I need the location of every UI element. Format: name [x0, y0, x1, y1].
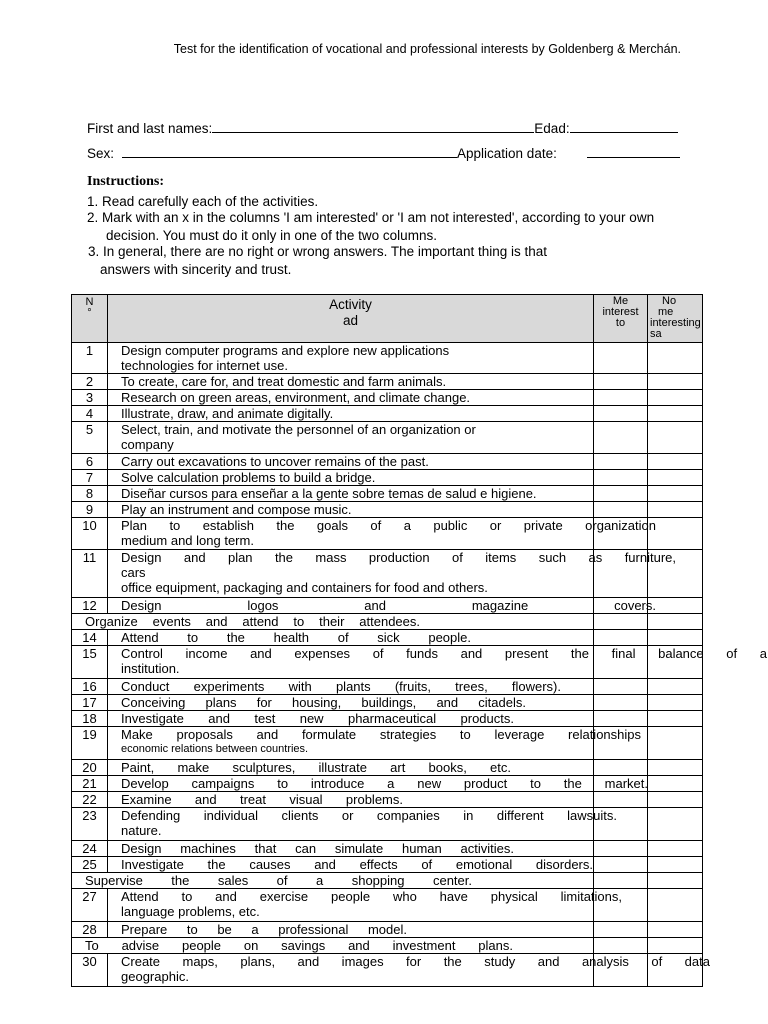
not-interested-checkbox-cell[interactable] [648, 614, 703, 630]
not-interested-checkbox-cell[interactable] [648, 630, 703, 646]
interested-checkbox-cell[interactable] [594, 454, 648, 470]
activity-text: institution. [121, 661, 180, 676]
not-interested-checkbox-cell[interactable] [648, 841, 703, 857]
activity-text: office equipment, packaging and containers for food and others. [121, 580, 488, 595]
activity-cell [108, 406, 594, 422]
interested-checkbox-cell[interactable] [594, 343, 648, 374]
activity-cell [108, 454, 594, 470]
row-number: 9 [72, 502, 108, 518]
table-row [72, 760, 703, 776]
table-row [72, 550, 703, 598]
activity-cell [108, 422, 594, 454]
row-number: 16 [72, 679, 108, 695]
not-interested-checkbox-cell[interactable] [648, 808, 703, 841]
row-number: 21 [72, 776, 108, 792]
row-number: 30 [72, 954, 108, 987]
activity-text: Design and plan the mass production of items such as furniture, [121, 550, 676, 565]
activity-cell [72, 873, 594, 889]
table-header-row [72, 295, 703, 343]
date-field[interactable] [587, 145, 680, 158]
activity-cell [108, 470, 594, 486]
row-number: 1 [72, 343, 108, 374]
table-row [72, 776, 703, 792]
activity-cell [72, 938, 594, 954]
activity-cell [108, 889, 622, 922]
table-row [72, 614, 703, 630]
interested-checkbox-cell[interactable] [594, 630, 648, 646]
activity-cell [108, 598, 656, 614]
activity-text: Create maps, plans, and images for the study and analysis of data [121, 954, 710, 969]
row-number: 2 [72, 374, 108, 390]
activity-text: Investigate the causes and effects of emotional disorders. [121, 857, 593, 872]
activity-cell [108, 857, 594, 873]
activity-cell [108, 922, 594, 938]
instruction-line: decision. You must do it only in one of the two columns. [106, 228, 437, 243]
interested-checkbox-cell[interactable] [594, 760, 648, 776]
header-text: interesting [650, 317, 701, 329]
instructions-heading: Instructions: [87, 174, 165, 189]
sex-date-row [87, 145, 680, 161]
activity-cell [108, 841, 594, 857]
not-interested-checkbox-cell[interactable] [648, 792, 703, 808]
table-row [72, 454, 703, 470]
activity-text: Investigate and test new pharmaceutical products. [121, 711, 514, 726]
activity-text: Supervise the sales of a shopping center. [85, 873, 472, 888]
activity-cell [108, 954, 710, 987]
interested-checkbox-cell[interactable] [594, 406, 648, 422]
not-interested-checkbox-cell[interactable] [648, 760, 703, 776]
table-row [72, 390, 703, 406]
header-text: ° [87, 307, 92, 319]
col-header-interested [594, 295, 648, 343]
not-interested-checkbox-cell[interactable] [648, 695, 703, 711]
activity-cell [72, 614, 594, 630]
interested-checkbox-cell[interactable] [594, 711, 648, 727]
activity-cell [108, 792, 594, 808]
interested-checkbox-cell[interactable] [594, 422, 648, 454]
table-row [72, 938, 703, 954]
interested-checkbox-cell[interactable] [594, 841, 648, 857]
row-number: 8 [72, 486, 108, 502]
not-interested-checkbox-cell[interactable] [648, 343, 703, 374]
activity-text: geographic. [121, 969, 189, 984]
table-row [72, 792, 703, 808]
table-row [72, 889, 703, 922]
header-text: ad [342, 313, 359, 328]
activity-cell [108, 776, 648, 792]
row-number: 28 [72, 922, 108, 938]
activity-text: Research on green areas, environment, and climate change. [121, 390, 471, 405]
row-number: 20 [72, 760, 108, 776]
row-number: 25 [72, 857, 108, 873]
table-row [72, 374, 703, 390]
row-number: 5 [72, 422, 108, 454]
activity-text: Conduct experiments with plants (fruits, trees, flowers). [121, 679, 561, 694]
activity-cell [108, 630, 594, 646]
activity-cell [108, 486, 594, 502]
activity-text: Design machines that can simulate human activities. [121, 841, 514, 856]
interested-checkbox-cell[interactable] [594, 486, 648, 502]
age-label: Edad: [534, 121, 570, 136]
row-number: 15 [72, 646, 108, 679]
table-row [72, 646, 703, 679]
age-field[interactable] [570, 120, 678, 133]
interested-checkbox-cell[interactable] [594, 792, 648, 808]
col-header-not-interested [648, 295, 703, 343]
row-number: 12 [72, 598, 108, 614]
table-row [72, 711, 703, 727]
activity-text: To create, care for, and treat domestic and farm animals. [121, 374, 447, 389]
instruction-line: 3. In general, there are no right or wrong answers. The important thing is that [88, 244, 547, 259]
activity-cell [108, 808, 617, 841]
activity-cell [108, 679, 594, 695]
not-interested-checkbox-cell[interactable] [648, 727, 703, 760]
activity-cell [108, 727, 641, 760]
activity-text: technologies for internet use. [121, 358, 288, 373]
not-interested-checkbox-cell[interactable] [648, 679, 703, 695]
row-number: 23 [72, 808, 108, 841]
sex-field[interactable] [122, 145, 457, 158]
activity-text: Paint, make sculptures, illustrate art books, etc. [121, 760, 511, 775]
table-row [72, 679, 703, 695]
activity-text: Organize events and attend to their attendees. [85, 614, 420, 629]
table-row [72, 502, 703, 518]
interested-checkbox-cell[interactable] [594, 922, 648, 938]
activities-body [72, 343, 767, 987]
activity-text: Conceiving plans for housing, buildings, and citadels. [121, 695, 526, 710]
activity-cell [108, 502, 594, 518]
table-row [72, 518, 703, 550]
activity-cell [108, 646, 767, 679]
activity-text: company [121, 437, 174, 452]
interested-checkbox-cell[interactable] [594, 614, 648, 630]
table-row [72, 486, 703, 502]
table-row [72, 343, 703, 374]
row-number: 19 [72, 727, 108, 760]
row-number: 24 [72, 841, 108, 857]
not-interested-checkbox-cell[interactable] [648, 502, 703, 518]
activity-text: cars [121, 565, 146, 580]
activity-text: Design logos and magazine covers. [121, 598, 656, 613]
interested-checkbox-cell[interactable] [594, 695, 648, 711]
not-interested-checkbox-cell[interactable] [648, 922, 703, 938]
not-interested-checkbox-cell[interactable] [648, 938, 703, 954]
header-text: interest [602, 306, 639, 318]
header-text: sa [650, 328, 662, 340]
interested-checkbox-cell[interactable] [594, 679, 648, 695]
activity-text: To advise people on savings and investment plans. [85, 938, 513, 953]
row-number: 4 [72, 406, 108, 422]
page-title: Test for the identification of vocational and professional interests by Goldenberg & Merchán. [173, 42, 681, 56]
not-interested-checkbox-cell[interactable] [648, 422, 703, 454]
not-interested-checkbox-cell[interactable] [648, 470, 703, 486]
header-text: No [662, 295, 677, 307]
row-number: 17 [72, 695, 108, 711]
row-number: 10 [72, 518, 108, 550]
row-number: 11 [72, 550, 108, 598]
row-number: 7 [72, 470, 108, 486]
table-row [72, 598, 703, 614]
table-row [72, 406, 703, 422]
activity-cell [108, 343, 594, 374]
row-number: 3 [72, 390, 108, 406]
row-number: 14 [72, 630, 108, 646]
activity-text: Select, train, and motivate the personnel of an organization or [121, 422, 476, 437]
header-text: N [85, 296, 94, 308]
table-row [72, 954, 703, 987]
table-row [72, 470, 703, 486]
date-label: Application date: [457, 146, 557, 161]
activity-text: nature. [121, 823, 162, 838]
table-row [72, 841, 703, 857]
activity-text: Make proposals and formulate strategies to leverage relationships [121, 727, 641, 742]
not-interested-checkbox-cell[interactable] [648, 374, 703, 390]
activity-cell [108, 695, 594, 711]
activity-text: Design computer programs and explore new applications [121, 343, 450, 358]
header-text: to [615, 317, 626, 329]
activity-text: Control income and expenses of funds and present the final balance of a [121, 646, 767, 661]
activity-text: Attend to the health of sick people. [121, 630, 471, 645]
interested-checkbox-cell[interactable] [594, 873, 648, 889]
table-row [72, 695, 703, 711]
interested-checkbox-cell[interactable] [594, 938, 648, 954]
interested-checkbox-cell[interactable] [594, 470, 648, 486]
activity-cell [108, 390, 594, 406]
row-number: 6 [72, 454, 108, 470]
not-interested-checkbox-cell[interactable] [648, 486, 703, 502]
instruction-line: answers with sincerity and trust. [100, 262, 292, 277]
table-row [72, 922, 703, 938]
activity-cell [108, 518, 656, 550]
name-field[interactable] [212, 120, 534, 133]
header-text: me [658, 306, 674, 318]
instruction-line: 1. Read carefully each of the activities. [87, 194, 319, 209]
activity-text: language problems, etc. [121, 904, 260, 919]
activities-table [71, 294, 767, 987]
col-header-number [72, 295, 108, 343]
row-number: 18 [72, 711, 108, 727]
activity-text: Illustrate, draw, and animate digitally. [121, 406, 334, 421]
sex-label: Sex: [87, 146, 115, 161]
activity-text: medium and long term. [121, 533, 254, 548]
not-interested-checkbox-cell[interactable] [648, 873, 703, 889]
table-row [72, 727, 703, 760]
activity-cell [108, 550, 676, 598]
activity-text: Solve calculation problems to build a bridge. [121, 470, 376, 485]
col-header-activity [108, 295, 594, 343]
activity-text: Diseñar cursos para enseñar a la gente sobre temas de salud e higiene. [121, 486, 537, 501]
activity-text: economic relations between countries. [121, 743, 309, 755]
activity-text: Defending individual clients or companies in different lawsuits. [121, 808, 617, 823]
row-number: 22 [72, 792, 108, 808]
header-text: Me [612, 295, 629, 307]
name-age-row [87, 120, 678, 136]
activity-text: Prepare to be a professional model. [121, 922, 407, 937]
row-number: 27 [72, 889, 108, 922]
table-row [72, 630, 703, 646]
not-interested-checkbox-cell[interactable] [648, 454, 703, 470]
interested-checkbox-cell[interactable] [594, 502, 648, 518]
table-row [72, 873, 703, 889]
activity-cell [108, 760, 594, 776]
activity-cell [108, 374, 594, 390]
activity-text: Plan to establish the goals of a public or private organization [121, 518, 656, 533]
name-label: First and last names: [87, 121, 213, 136]
activity-text: Examine and treat visual problems. [121, 792, 403, 807]
interested-checkbox-cell[interactable] [594, 390, 648, 406]
instruction-line: 2. Mark with an x in the columns 'I am interested' or 'I am not interested', according to your own [87, 210, 655, 225]
activity-text: Attend to and exercise people who have physical limitations, [121, 889, 622, 904]
not-interested-checkbox-cell[interactable] [648, 711, 703, 727]
interested-checkbox-cell[interactable] [594, 374, 648, 390]
not-interested-checkbox-cell[interactable] [648, 390, 703, 406]
activity-text: Play an instrument and compose music. [121, 502, 352, 517]
activity-cell [108, 711, 594, 727]
not-interested-checkbox-cell[interactable] [648, 406, 703, 422]
header-text: Activity [329, 297, 372, 312]
activity-text: Develop campaigns to introduce a new product to the market. [121, 776, 648, 791]
not-interested-checkbox-cell[interactable] [648, 857, 703, 873]
table-row [72, 857, 703, 873]
table-row [72, 808, 703, 841]
interested-checkbox-cell[interactable] [594, 857, 648, 873]
not-interested-checkbox-cell[interactable] [648, 776, 703, 792]
activity-text: Carry out excavations to uncover remains of the past. [121, 454, 429, 469]
not-interested-checkbox-cell[interactable] [648, 889, 703, 922]
table-row [72, 422, 703, 454]
